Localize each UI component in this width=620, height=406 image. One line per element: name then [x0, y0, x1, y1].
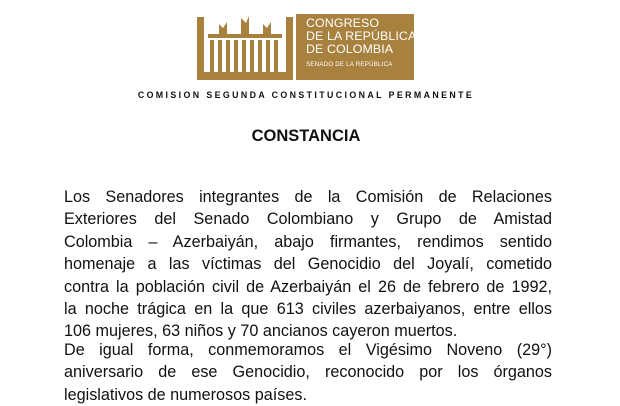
paragraph-line: homenaje a las víctimas del Genocidio del Joyalí, cometido — [64, 255, 552, 274]
logo-line-congreso: CONGRESO — [306, 16, 380, 30]
paragraph-2 — [64, 339, 552, 406]
paragraph-line: 106 mujeres, 63 niños y 70 ancianos cayeron muertos. — [64, 322, 458, 341]
congress-building-logo-icon — [197, 14, 293, 80]
logo-subtitle: SENADO DE LA REPÚBLICA — [306, 61, 393, 68]
logo-line-republica: DE LA REPÚBLICA — [306, 29, 417, 43]
logo-line-colombia: DE COLOMBIA — [306, 42, 394, 56]
paragraph-line: contra la población civil de Azerbaiyán el 26 de febrero de 1992, — [64, 277, 552, 296]
paragraph-line: Colombia – Azerbaiyán, abajo firmantes, rendimos sentido — [64, 232, 552, 251]
paragraph-line: la noche trágica en la que 613 civiles azerbaiyanos, entre ellos — [64, 300, 552, 319]
commission-heading: COMISION SEGUNDA CONSTITUCIONAL PERMANENTE — [137, 90, 475, 100]
paragraph-line: De igual forma, conmemoramos el Vigésimo Noveno (29°) — [64, 341, 552, 359]
paragraph-line: Los Senadores integrantes de la Comisión de Relaciones — [64, 188, 552, 206]
paragraph-line: Exteriores del Senado Colombiano y Grupo de Amistad — [64, 210, 552, 229]
document-title: CONSTANCIA — [251, 127, 361, 145]
paragraph-1 — [64, 186, 552, 343]
paragraph-line: aniversario de ese Genocidio, reconocido por los órganos — [64, 363, 552, 382]
congress-logo-wordmark — [296, 14, 417, 80]
paragraph-line: legislativos de numerosos países. — [64, 385, 307, 404]
